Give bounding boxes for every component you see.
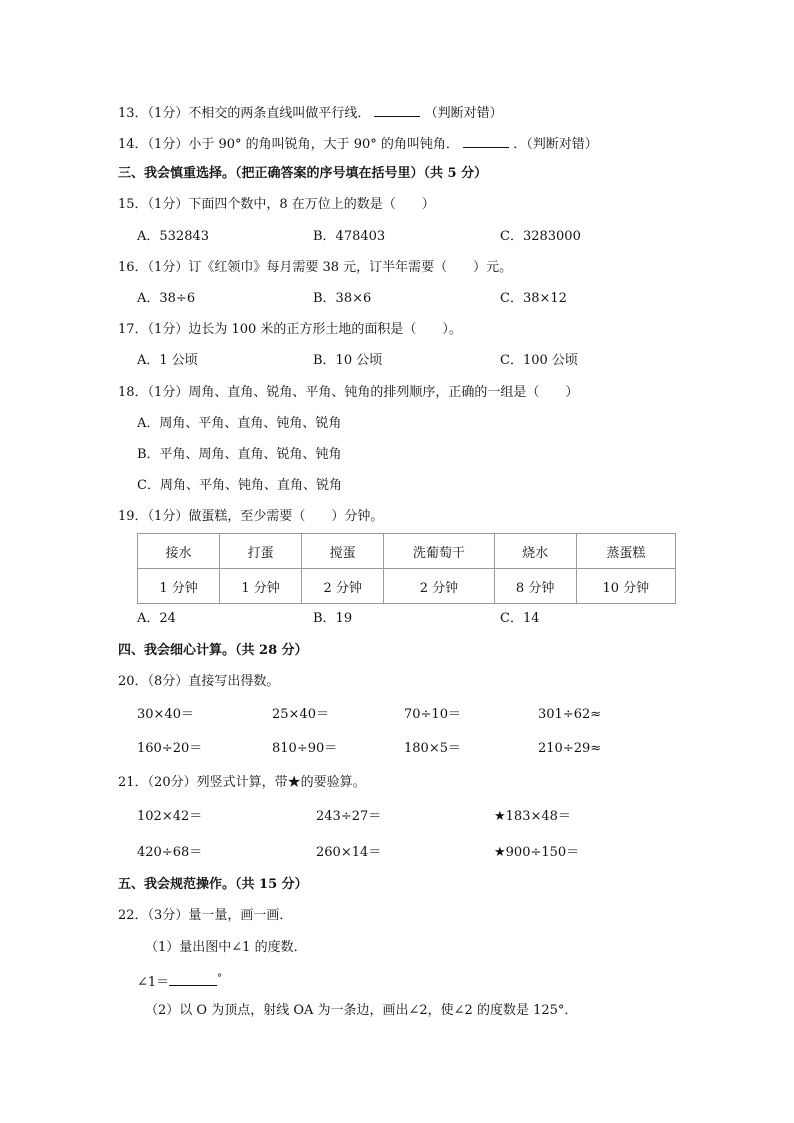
question-14-text: 14．（1分）小于 90° 的角叫锐角，大于 90° 的角叫钝角．: [118, 137, 459, 152]
q21-item: ★183×48＝: [494, 809, 571, 824]
q20-item: 810÷90＝: [272, 741, 338, 756]
angle-answer-blank[interactable]: [169, 973, 217, 986]
table-header-cell: 搅蛋: [302, 534, 384, 569]
section-4-heading: 四、我会细心计算。（共 28 分）: [118, 643, 308, 658]
answer-blank-14[interactable]: [463, 135, 509, 148]
q20-item: 70÷10＝: [404, 707, 461, 722]
q16-option-c[interactable]: C．38×12: [500, 291, 567, 306]
q16-option-b[interactable]: B．38×6: [313, 291, 372, 306]
question-21: 21．（20分）列竖式计算，带★的要验算。: [118, 775, 366, 790]
q19-option-b[interactable]: B．19: [313, 611, 353, 626]
question-20: 20．（8分）直接写出得数。: [118, 674, 280, 689]
question-14: [118, 135, 598, 153]
question-17: 17．（1分）边长为 100 米的正方形土地的面积是（ ）。: [118, 322, 462, 337]
q19-option-a[interactable]: A．24: [137, 611, 176, 626]
q22-subquestion-2: （2）以 O 为顶点，射线 OA 为一条边，画出∠2，使∠2 的度数是 125°．: [145, 1003, 578, 1018]
q20-item: 301÷62≈: [538, 707, 602, 722]
angle-prefix: ∠1＝: [137, 975, 170, 990]
table-cell: 8 分钟: [494, 569, 576, 604]
angle-suffix: °: [217, 973, 223, 984]
q16-option-a[interactable]: A．38÷6: [137, 291, 196, 306]
table-cell: 1 分钟: [138, 569, 220, 604]
q20-item: 180×5＝: [404, 741, 461, 756]
q17-option-a[interactable]: A．1 公顷: [137, 353, 198, 368]
q18-option-b[interactable]: B．平角、周角、直角、锐角、钝角: [137, 447, 342, 462]
q20-item: 210÷29≈: [538, 741, 602, 756]
table-row: [138, 569, 676, 604]
question-13-tail: （判断对错）: [424, 106, 503, 121]
table-header-cell: 接水: [138, 534, 220, 569]
question-13-text: 13．（1分）不相交的两条直线叫做平行线．: [118, 106, 371, 121]
q20-item: 160÷20＝: [137, 741, 203, 756]
table-cell: 2 分钟: [302, 569, 384, 604]
question-19: 19．（1分）做蛋糕，至少需要（ ）分钟。: [118, 509, 384, 524]
q20-item: 30×40＝: [137, 707, 194, 722]
q15-option-c[interactable]: C．3283000: [500, 229, 581, 244]
section-5-heading: 五、我会规范操作。（共 15 分）: [118, 877, 308, 892]
q21-item: 243÷27＝: [316, 809, 382, 824]
section-3-heading: 三、我会慎重选择。（把正确答案的序号填在括号里）（共 5 分）: [118, 166, 488, 181]
question-13: [118, 104, 503, 122]
q22-angle-answer: [137, 971, 222, 991]
question-14-tail: ．（判断对错）: [513, 137, 598, 152]
question-16: 16．（1分）订《红领巾》每月需要 38 元，订半年需要（ ）元。: [118, 260, 513, 275]
q18-option-c[interactable]: C．周角、平角、钝角、直角、锐角: [137, 478, 342, 493]
q17-option-b[interactable]: B．10 公顷: [313, 353, 383, 368]
q21-item: 420÷68＝: [137, 845, 203, 860]
table-cell: 1 分钟: [220, 569, 302, 604]
table-header-row: [138, 534, 676, 569]
q15-option-b[interactable]: B．478403: [313, 229, 386, 244]
question-22: 22．（3分）量一量，画一画．: [118, 908, 293, 923]
q21-item: 102×42＝: [137, 809, 203, 824]
q22-subquestion-1: （1）量出图中∠1 的度数．: [145, 940, 307, 955]
cake-steps-table: [137, 533, 676, 604]
q18-option-a[interactable]: A．周角、平角、直角、钝角、锐角: [137, 416, 342, 431]
q17-option-c[interactable]: C．100 公顷: [500, 353, 578, 368]
table-cell: 2 分钟: [384, 569, 494, 604]
q15-option-a[interactable]: A．532843: [137, 229, 210, 244]
table-header-cell: 洗葡萄干: [384, 534, 494, 569]
question-18: 18．（1分）周角、直角、锐角、平角、钝角的排列顺序，正确的一组是（ ）: [118, 385, 579, 400]
q21-item: ★900÷150＝: [494, 845, 580, 860]
table-header-cell: 蒸蛋糕: [576, 534, 675, 569]
q19-option-c[interactable]: C．14: [500, 611, 540, 626]
q20-item: 25×40＝: [272, 707, 329, 722]
table-header-cell: 烧水: [494, 534, 576, 569]
q21-item: 260×14＝: [316, 845, 382, 860]
table-cell: 10 分钟: [576, 569, 675, 604]
question-15: 15．（1分）下面四个数中，8 在万位上的数是（ ）: [118, 197, 435, 212]
table-header-cell: 打蛋: [220, 534, 302, 569]
answer-blank-13[interactable]: [374, 104, 420, 117]
